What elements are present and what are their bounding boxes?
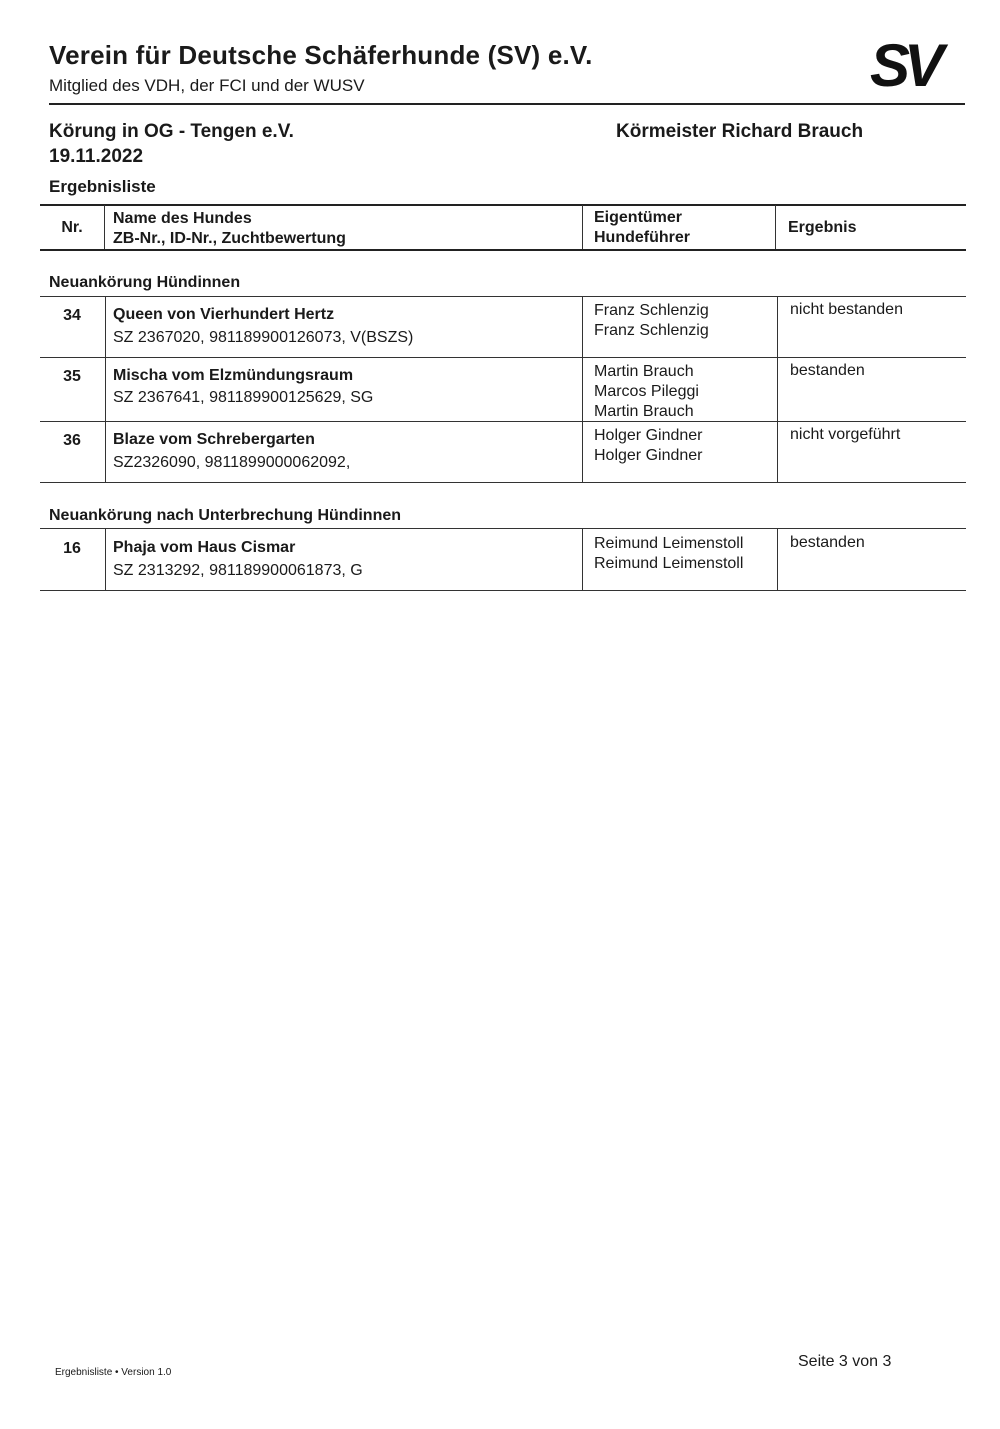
dog-name: Blaze vom Schrebergarten xyxy=(113,431,315,448)
column-header-owner: Eigentümer xyxy=(594,209,683,226)
section-title: Neuankörung nach Unterbrechung Hündinnen xyxy=(49,507,402,524)
column-header-details: ZB-Nr., ID-Nr., Zuchtbewertung xyxy=(113,230,346,247)
column-header-name: Name des Hundes xyxy=(113,210,252,227)
row-divider xyxy=(40,421,966,422)
column-divider xyxy=(105,296,106,483)
row-divider xyxy=(40,482,966,483)
sv-logo-text: SV xyxy=(870,36,939,96)
owner-handler-list xyxy=(594,426,703,466)
row-divider xyxy=(40,357,966,358)
result-value: bestanden xyxy=(790,534,865,551)
person-name: Reimund Leimenstoll xyxy=(594,555,744,572)
person-name: Holger Gindner xyxy=(594,427,703,444)
column-divider xyxy=(775,205,776,250)
result-value: nicht vorgeführt xyxy=(790,426,901,443)
person-name: Reimund Leimenstoll xyxy=(594,535,744,552)
person-name: Holger Gindner xyxy=(594,447,703,464)
list-title: Ergebnisliste xyxy=(49,177,156,196)
event-date: 19.11.2022 xyxy=(49,146,144,167)
column-divider xyxy=(582,205,583,250)
judge-name: Körmeister Richard Brauch xyxy=(616,121,864,142)
result-value: bestanden xyxy=(790,362,865,379)
dog-name: Queen von Vierhundert Hertz xyxy=(113,306,335,323)
person-name: Martin Brauch xyxy=(594,363,694,380)
dog-name: Phaja vom Haus Cismar xyxy=(113,539,296,556)
page-number: Seite 3 von 3 xyxy=(798,1353,892,1370)
row-number: 36 xyxy=(63,432,81,449)
person-name: Franz Schlenzig xyxy=(594,302,709,319)
header-divider xyxy=(49,103,965,105)
dog-details: SZ2326090, 9811899000062092, xyxy=(113,454,351,471)
dog-details: SZ 2367020, 981189900126073, V(BSZS) xyxy=(113,329,414,346)
section-title: Neuankörung Hündinnen xyxy=(49,274,241,291)
section-top-rule xyxy=(40,296,966,297)
footer-version: Ergebnisliste • Version 1.0 xyxy=(55,1367,172,1378)
row-number: 35 xyxy=(63,368,81,385)
row-number: 34 xyxy=(63,307,81,324)
organization-subtitle: Mitglied des VDH, der FCI und der WUSV xyxy=(49,76,365,95)
table-header-top-rule xyxy=(40,204,966,206)
row-divider xyxy=(40,590,966,591)
column-divider xyxy=(582,528,583,591)
column-header-nr: Nr. xyxy=(61,219,83,236)
result-value: nicht bestanden xyxy=(790,301,903,318)
sv-logo xyxy=(868,36,964,96)
event-title: Körung in OG - Tengen e.V. xyxy=(49,121,294,142)
person-name: Martin Brauch xyxy=(594,403,694,420)
column-header-result: Ergebnis xyxy=(788,219,857,236)
dog-name: Mischa vom Elzmündungsraum xyxy=(113,367,354,384)
owner-handler-list xyxy=(594,301,709,341)
owner-handler-list xyxy=(594,362,699,422)
section-top-rule xyxy=(40,528,966,529)
column-divider xyxy=(777,528,778,591)
column-divider xyxy=(582,296,583,483)
owner-handler-list xyxy=(594,534,743,574)
person-name: Marcos Pileggi xyxy=(594,383,699,400)
person-name: Franz Schlenzig xyxy=(594,322,709,339)
column-header-handler: Hundeführer xyxy=(594,229,690,246)
dog-details: SZ 2367641, 981189900125629, SG xyxy=(113,389,374,406)
row-number: 16 xyxy=(63,540,81,557)
column-divider xyxy=(104,205,105,250)
column-divider xyxy=(777,296,778,483)
organization-title: Verein für Deutsche Schäferhunde (SV) e.V. xyxy=(49,40,593,70)
table-header-bottom-rule xyxy=(40,249,966,251)
column-divider xyxy=(105,528,106,591)
dog-details: SZ 2313292, 981189900061873, G xyxy=(113,562,363,579)
